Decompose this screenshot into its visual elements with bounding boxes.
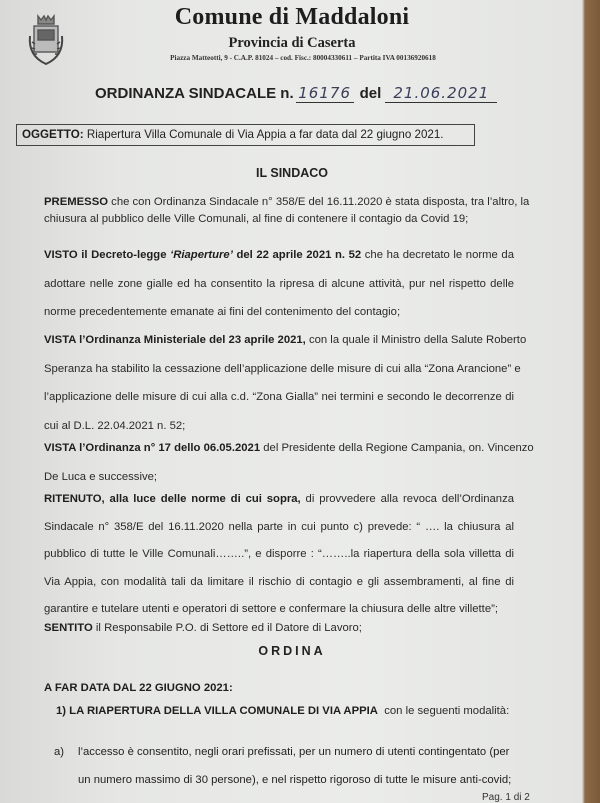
paragraph-vista-ministeriale <box>44 326 527 440</box>
premesso-lead: PREMESSO <box>44 196 109 208</box>
ordinance-label: ORDINANZA SINDACALE <box>95 85 277 102</box>
province-name: Provincia di Caserta <box>228 35 356 51</box>
far-data-heading <box>44 680 514 697</box>
subject-box <box>16 124 475 146</box>
ordinance-number: 16176 <box>296 84 354 103</box>
vista-ministeriale-lead: VISTA l’Ordinanza Ministeriale del 23 aprile 2021, <box>44 334 306 346</box>
visto-line: che ha decretato le norme da <box>364 249 514 261</box>
vista-ministeriale-line: cui al D.L. 22.04.2021 n. 52; <box>44 419 186 432</box>
address-line: Piazza Matteotti, 9 - C.A.P. 81024 – cod. Fisc.: 80004330611 – Partita IVA 00136920618 <box>170 54 436 62</box>
ordinance-number-prefix: n. <box>280 85 294 102</box>
paragraph-premesso <box>44 194 530 228</box>
sentito-text: il Responsabile P.O. di Settore ed il Datore di Lavoro; <box>95 622 362 634</box>
ordinance-date: 21.06.2021 <box>385 84 497 103</box>
paragraph-ritenuto <box>44 486 514 624</box>
point-1-rest: con le seguenti modalità: <box>384 705 510 717</box>
page-number: Pag. 1 di 2 <box>482 792 530 803</box>
vista-regionale-lead: VISTA l’Ordinanza n° 17 dello 06.05.2021 <box>44 442 261 454</box>
ritenuto-line: Sindacale n° 358/E del 16.11.2020 nella parte in cui punto c) prevede: “ …. la chiusura al <box>44 520 514 533</box>
far-data-text: A FAR DATA DAL 22 GIUGNO 2021: <box>44 682 233 694</box>
visto-line: adottare nelle zone gialle ed ha consentito la ripresa di alcune attività, pur nel rispetto delle <box>44 277 514 290</box>
section-heading-il-sindaco: IL SINDACO <box>256 166 328 180</box>
vista-ministeriale-line: con la quale il Ministro della Salute Roberto <box>308 334 527 346</box>
list-item-a <box>54 738 511 794</box>
ordinance-date-prefix: del <box>359 85 382 102</box>
point-1 <box>56 703 526 720</box>
ritenuto-lead: RITENUTO, alla luce delle norme di cui sopra, <box>44 493 301 505</box>
vista-regionale-line: del Presidente della Regione Campania, on. Vincenzo <box>263 442 534 454</box>
item-a-marker: a) <box>54 746 65 758</box>
paragraph-vista-regionale <box>44 434 534 491</box>
ritenuto-line: pubblico di tutte le Ville Comunali……..”, e disporre : “……..la riapertura della sola villetta di <box>44 548 514 560</box>
ordinance-heading <box>95 84 497 103</box>
ritenuto-line: Via Appia, con modalità tali da limitare il rischio di contagio e gli assembramenti, al fine di <box>44 575 514 588</box>
subject-label: OGGETTO: <box>22 128 84 141</box>
premesso-line: che con Ordinanza Sindacale n° 358/E del 16.11.2020 è stata disposta, tra l’altro, la <box>111 196 530 208</box>
item-a-line: un numero massimo di 30 persone), e nel rispetto rigoroso di tutte le misure anti-covid; <box>78 774 512 786</box>
point-1-bold: 1) LA RIAPERTURA DELLA VILLA COMUNALE DI VIA APPIA <box>56 705 378 717</box>
vista-ministeriale-line: l’applicazione delle misure di cui alla c.d. “Zona Gialla” nei termini e secondo le decorrenze di <box>44 391 514 403</box>
municipality-name: Comune di Maddaloni <box>174 4 410 30</box>
sentito-lead: SENTITO <box>44 622 93 634</box>
ritenuto-line: di provvedere alla revoca dell’Ordinanza <box>305 493 515 505</box>
vista-ministeriale-line: Speranza ha stabilito la cessazione dell’applicazione delle misure di cui alla “Zona Arancione” e <box>44 362 521 375</box>
visto-lead2: del 22 aprile 2021 n. 52 <box>236 249 362 261</box>
subject-text: Riapertura Villa Comunale di Via Appia a far data dal 22 giugno 2021. <box>86 128 444 141</box>
premesso-line: chiusura al pubblico delle Ville Comunali, al fine di contenere il contagio da Covid 19; <box>44 213 469 225</box>
visto-line: norme precedentemente emanate ai fini del contenimento del contagio; <box>44 306 401 318</box>
section-heading-ordina: ORDINA <box>258 644 326 658</box>
vista-regionale-line: De Luca e successive; <box>44 470 158 483</box>
visto-lead: VISTO il Decreto-legge <box>44 249 167 261</box>
item-a-line: l’accesso è consentito, negli orari prefissati, per un numero di utenti contingentato (per <box>78 746 510 758</box>
paragraph-sentito <box>44 620 514 637</box>
visto-italic: ‘Riaperture’ <box>170 249 233 261</box>
ritenuto-line: garantire e tutelare utenti e operatori di settore e confermare la chiusura delle altre villette”; <box>44 603 498 615</box>
paragraph-visto <box>44 241 514 327</box>
